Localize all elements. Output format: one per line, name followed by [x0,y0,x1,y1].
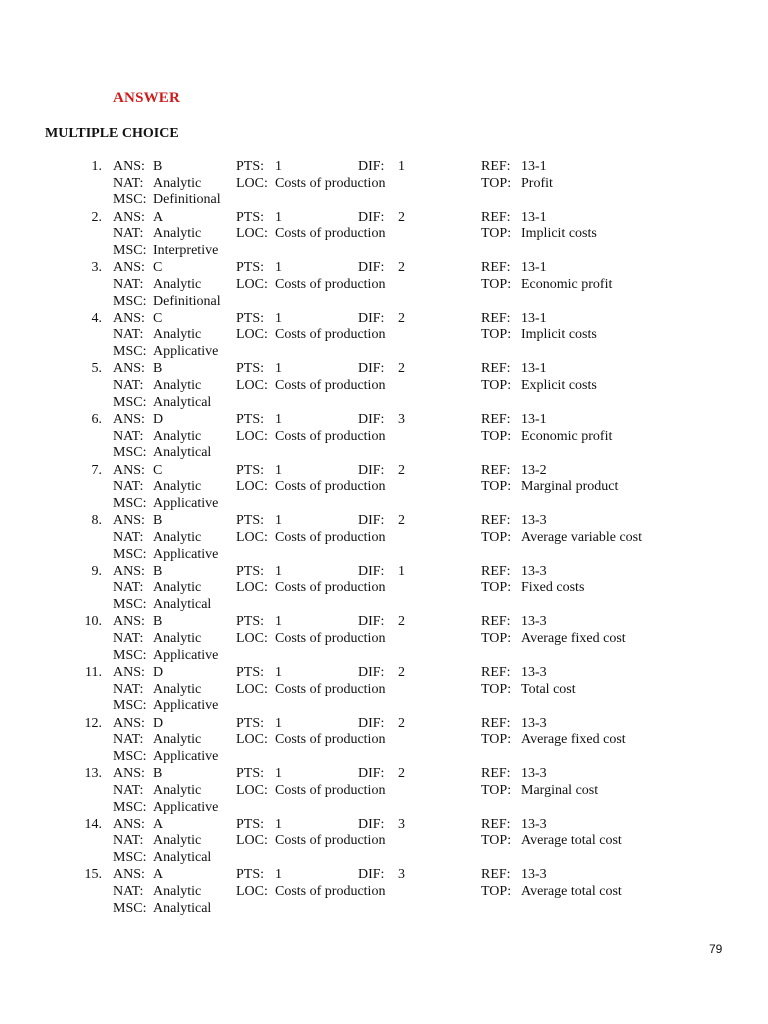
pts-value: 1 [275,361,282,377]
ref-label: REF: [481,159,511,174]
ans-value: A [153,209,164,225]
loc-value: Costs of production [275,378,386,394]
ref-label: REF: [481,816,511,832]
nat-label: NAT: [113,884,144,899]
item-number: 1. [91,159,102,174]
msc-label: MSC: [113,748,147,764]
item-number: 13. [84,766,102,782]
nat-label: NAT: [113,327,144,343]
top-value: Marginal cost [521,782,599,798]
ans-label: ANS: [113,411,145,427]
loc-label: LOC: [236,732,268,748]
ans-value: A [153,816,164,832]
dif-label: DIF: [358,766,385,782]
nat-value: Analytic [153,631,202,647]
nat-label: NAT: [113,226,144,242]
nat-label: NAT: [113,378,144,394]
loc-value: Costs of production [275,833,386,849]
ref-value: 13-2 [521,462,547,478]
ans-label: ANS: [113,563,145,579]
nat-value: Analytic [153,479,202,495]
msc-label: MSC: [113,900,147,916]
msc-value: Applicative [153,344,219,360]
dif-value: 3 [398,816,405,832]
dif-label: DIF: [358,867,385,883]
pts-label: PTS: [236,766,265,782]
item-number: 11. [85,664,102,680]
msc-value: Interpretive [153,242,219,258]
pts-value: 1 [275,614,282,630]
nat-label: NAT: [113,479,144,495]
pts-label: PTS: [236,310,265,326]
dif-label: DIF: [358,563,385,579]
loc-label: LOC: [236,782,268,798]
dif-label: DIF: [358,411,385,427]
ans-value: B [153,513,163,529]
top-label: TOP: [481,175,512,191]
pts-value: 1 [275,462,282,478]
top-value: Average fixed cost [521,631,626,647]
dif-value: 2 [398,361,405,377]
ref-value: 13-3 [521,715,547,731]
loc-label: LOC: [236,833,268,849]
loc-value: Costs of production [275,580,386,596]
pts-label: PTS: [236,816,265,832]
pts-value: 1 [275,260,282,276]
dif-label: DIF: [358,816,385,832]
pts-label: PTS: [236,209,265,225]
section-title: MULTIPLE CHOICE [45,126,179,141]
nat-label: NAT: [113,631,144,647]
dif-value: 3 [398,867,405,883]
dif-value: 2 [398,614,405,630]
ans-value: B [153,159,163,174]
msc-value: Applicative [153,748,219,764]
top-value: Explicit costs [521,378,597,394]
ans-label: ANS: [113,361,145,377]
loc-value: Costs of production [275,479,386,495]
top-value: Fixed costs [521,580,585,596]
msc-label: MSC: [113,799,147,815]
ans-label: ANS: [113,209,145,225]
pts-label: PTS: [236,563,265,579]
ans-label: ANS: [113,766,145,782]
answer-item [0,816,768,867]
ref-value: 13-3 [521,766,547,782]
loc-label: LOC: [236,529,268,545]
answer-heading: ANSWER [113,90,181,106]
msc-label: MSC: [113,850,147,866]
top-value: Average total cost [521,833,622,849]
ans-label: ANS: [113,159,145,174]
pts-value: 1 [275,766,282,782]
ref-label: REF: [481,766,511,782]
msc-value: Analytical [153,900,212,916]
loc-value: Costs of production [275,631,386,647]
nat-value: Analytic [153,580,202,596]
ans-value: B [153,614,163,630]
ref-value: 13-3 [521,614,547,630]
pts-value: 1 [275,563,282,579]
answer-list [0,158,768,917]
item-number: 3. [91,260,102,276]
ans-value: A [153,867,164,883]
loc-label: LOC: [236,226,268,242]
msc-label: MSC: [113,597,147,613]
ref-value: 13-3 [521,563,547,579]
loc-label: LOC: [236,681,268,697]
ans-label: ANS: [113,310,145,326]
item-number: 12. [84,715,102,731]
item-number: 8. [91,513,102,529]
top-label: TOP: [481,681,512,697]
nat-value: Analytic [153,782,202,798]
top-label: TOP: [481,782,512,798]
pts-value: 1 [275,209,282,225]
item-number: 2. [91,209,102,225]
dif-value: 1 [398,563,405,579]
ans-label: ANS: [113,664,145,680]
ans-label: ANS: [113,614,145,630]
msc-label: MSC: [113,495,147,511]
ref-value: 13-1 [521,260,547,276]
loc-value: Costs of production [275,782,386,798]
top-value: Marginal product [521,479,619,495]
ans-value: D [153,411,164,427]
msc-label: MSC: [113,698,147,714]
item-number: 6. [91,411,102,427]
dif-value: 2 [398,513,405,529]
loc-value: Costs of production [275,226,386,242]
pts-value: 1 [275,664,282,680]
ref-label: REF: [481,361,511,377]
ans-value: C [153,260,163,276]
pts-value: 1 [275,513,282,529]
msc-label: MSC: [113,546,147,562]
ref-value: 13-1 [521,411,547,427]
ref-label: REF: [481,209,511,225]
msc-label: MSC: [113,394,147,410]
msc-value: Analytical [153,394,212,410]
loc-label: LOC: [236,479,268,495]
msc-value: Applicative [153,647,219,663]
top-value: Average fixed cost [521,732,626,748]
ans-label: ANS: [113,513,145,529]
ref-value: 13-1 [521,209,547,225]
dif-value: 2 [398,260,405,276]
nat-value: Analytic [153,226,202,242]
item-number: 4. [91,310,102,326]
ref-value: 13-1 [521,310,547,326]
pts-label: PTS: [236,513,265,529]
top-value: Economic profit [521,276,613,292]
top-value: Implicit costs [521,226,597,242]
nat-value: Analytic [153,378,202,394]
loc-value: Costs of production [275,428,386,444]
answer-item [0,462,768,513]
ans-value: B [153,563,163,579]
dif-value: 2 [398,209,405,225]
dif-value: 2 [398,462,405,478]
loc-label: LOC: [236,276,268,292]
top-label: TOP: [481,529,512,545]
dif-value: 1 [398,159,405,174]
msc-value: Applicative [153,546,219,562]
loc-value: Costs of production [275,175,386,191]
answer-item [0,259,768,310]
loc-value: Costs of production [275,884,386,899]
ans-label: ANS: [113,867,145,883]
ref-value: 13-1 [521,159,547,174]
dif-value: 2 [398,715,405,731]
loc-label: LOC: [236,378,268,394]
item-number: 14. [84,816,102,832]
nat-label: NAT: [113,782,144,798]
ref-label: REF: [481,310,511,326]
loc-label: LOC: [236,175,268,191]
answer-item [0,411,768,462]
ans-label: ANS: [113,260,145,276]
msc-label: MSC: [113,445,147,461]
item-number: 15. [84,867,102,883]
nat-value: Analytic [153,175,202,191]
ans-value: C [153,462,163,478]
dif-label: DIF: [358,260,385,276]
dif-label: DIF: [358,715,385,731]
answer-item [0,765,768,816]
loc-label: LOC: [236,580,268,596]
top-label: TOP: [481,479,512,495]
ref-label: REF: [481,867,511,883]
msc-label: MSC: [113,293,147,309]
dif-value: 2 [398,310,405,326]
pts-value: 1 [275,867,282,883]
loc-label: LOC: [236,631,268,647]
ref-label: REF: [481,664,511,680]
msc-value: Definitional [153,293,221,309]
top-value: Economic profit [521,428,613,444]
nat-value: Analytic [153,428,202,444]
dif-value: 2 [398,664,405,680]
nat-value: Analytic [153,833,202,849]
ref-value: 13-3 [521,816,547,832]
answer-item [0,866,768,917]
pts-value: 1 [275,816,282,832]
top-label: TOP: [481,428,512,444]
answer-item [0,613,768,664]
ref-label: REF: [481,513,511,529]
item-number: 5. [91,361,102,377]
top-value: Average variable cost [521,529,643,545]
msc-value: Definitional [153,192,221,208]
ans-value: B [153,766,163,782]
nat-label: NAT: [113,529,144,545]
ans-value: D [153,715,164,731]
nat-value: Analytic [153,884,202,899]
top-label: TOP: [481,378,512,394]
ans-value: B [153,361,163,377]
msc-label: MSC: [113,344,147,360]
dif-label: DIF: [358,361,385,377]
dif-label: DIF: [358,614,385,630]
nat-label: NAT: [113,732,144,748]
item-number: 7. [91,462,102,478]
dif-label: DIF: [358,159,385,174]
msc-label: MSC: [113,192,147,208]
ans-label: ANS: [113,462,145,478]
nat-label: NAT: [113,175,144,191]
top-label: TOP: [481,276,512,292]
answer-item [0,209,768,260]
item-number: 10. [84,614,102,630]
answer-item [0,664,768,715]
answer-item [0,512,768,563]
nat-label: NAT: [113,428,144,444]
pts-label: PTS: [236,867,265,883]
ref-label: REF: [481,411,511,427]
top-label: TOP: [481,226,512,242]
top-label: TOP: [481,833,512,849]
pts-label: PTS: [236,361,265,377]
top-value: Profit [521,175,553,191]
item-number: 9. [91,563,102,579]
loc-value: Costs of production [275,327,386,343]
ref-label: REF: [481,715,511,731]
loc-value: Costs of production [275,276,386,292]
loc-label: LOC: [236,327,268,343]
pts-label: PTS: [236,411,265,427]
pts-label: PTS: [236,664,265,680]
loc-value: Costs of production [275,529,386,545]
msc-value: Analytical [153,445,212,461]
answer-item [0,563,768,614]
nat-value: Analytic [153,276,202,292]
answer-item [0,310,768,361]
top-label: TOP: [481,884,512,899]
pts-label: PTS: [236,260,265,276]
top-label: TOP: [481,631,512,647]
ans-value: D [153,664,164,680]
pts-label: PTS: [236,159,265,174]
ref-value: 13-3 [521,513,547,529]
msc-value: Applicative [153,698,219,714]
ref-label: REF: [481,563,511,579]
dif-label: DIF: [358,209,385,225]
ref-label: REF: [481,614,511,630]
pts-label: PTS: [236,462,265,478]
ans-value: C [153,310,163,326]
nat-value: Analytic [153,732,202,748]
top-label: TOP: [481,580,512,596]
ref-label: REF: [481,260,511,276]
top-label: TOP: [481,327,512,343]
nat-value: Analytic [153,529,202,545]
pts-value: 1 [275,310,282,326]
ref-value: 13-3 [521,867,547,883]
msc-value: Analytical [153,597,212,613]
top-value: Implicit costs [521,327,597,343]
top-label: TOP: [481,732,512,748]
pts-label: PTS: [236,715,265,731]
loc-label: LOC: [236,884,268,899]
dif-label: DIF: [358,462,385,478]
pts-label: PTS: [236,614,265,630]
dif-label: DIF: [358,310,385,326]
dif-value: 3 [398,411,405,427]
pts-value: 1 [275,411,282,427]
page-number: 79 [709,942,723,956]
dif-value: 2 [398,766,405,782]
ref-value: 13-3 [521,664,547,680]
dif-label: DIF: [358,513,385,529]
msc-label: MSC: [113,242,147,258]
answer-item [0,360,768,411]
msc-label: MSC: [113,647,147,663]
msc-value: Applicative [153,799,219,815]
loc-label: LOC: [236,428,268,444]
nat-label: NAT: [113,276,144,292]
ref-label: REF: [481,462,511,478]
nat-value: Analytic [153,327,202,343]
nat-value: Analytic [153,681,202,697]
ans-label: ANS: [113,816,145,832]
top-value: Average total cost [521,884,622,899]
nat-label: NAT: [113,580,144,596]
ref-value: 13-1 [521,361,547,377]
ans-label: ANS: [113,715,145,731]
nat-label: NAT: [113,833,144,849]
answer-item [0,715,768,766]
dif-label: DIF: [358,664,385,680]
msc-value: Analytical [153,850,212,866]
nat-label: NAT: [113,681,144,697]
loc-value: Costs of production [275,681,386,697]
top-value: Total cost [521,681,576,697]
loc-value: Costs of production [275,732,386,748]
pts-value: 1 [275,715,282,731]
msc-value: Applicative [153,495,219,511]
pts-value: 1 [275,159,282,174]
answer-item [0,158,768,209]
